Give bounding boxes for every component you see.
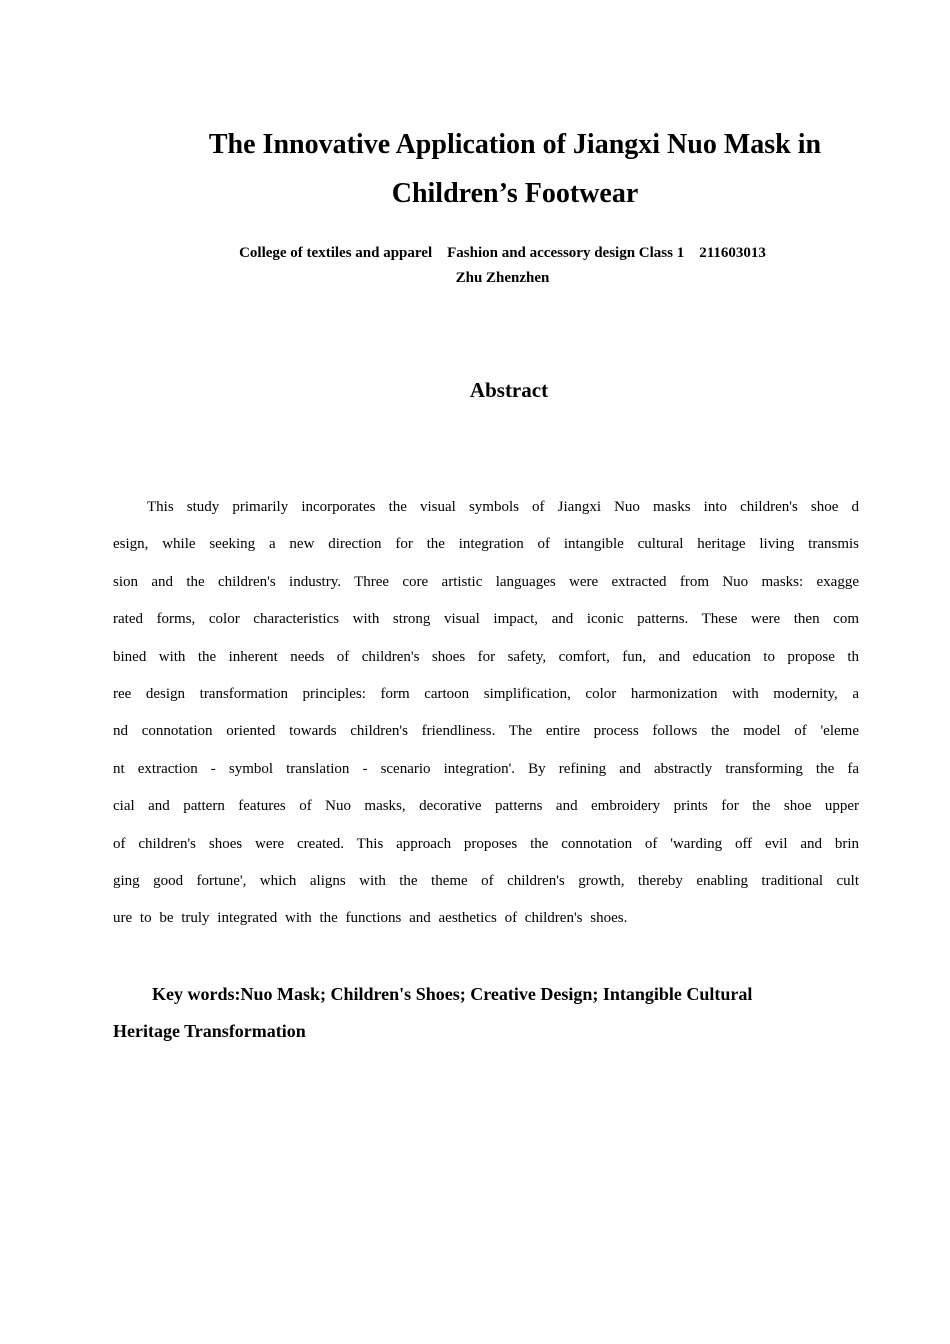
paper-title-line-1: The Innovative Application of Jiangxi Nuo Mask in [208,129,822,160]
paper-title-line-2: Children’s Footwear [391,178,639,209]
abstract-heading: Abstract [469,378,549,402]
abstract-line: of children's shoes were created. This approach proposes the connotation of 'warding off evil and brin [113,835,859,852]
abstract-line: rated forms, color characteristics with strong visual impact, and iconic patterns. These were then com [113,611,859,628]
keywords-line-2: Heritage Transformation [113,1021,306,1041]
abstract-line: nt extraction - symbol translation - scenario integration'. By refining and abstractly transforming the fa [113,760,859,777]
keywords-line-1: Key words:Nuo Mask; Children's Shoes; Creative Design; Intangible Cultural [152,984,753,1004]
paper-title [150,120,880,218]
abstract-line: bined with the inherent needs of children's shoes for safety, comfort, fun, and education to propose th [113,648,859,665]
abstract-line: ging good fortune', which aligns with the theme of children's growth, thereby enabling traditional cult [113,872,859,889]
abstract-body [113,489,859,938]
abstract-line: This study primarily incorporates the visual symbols of Jiangxi Nuo masks into children's shoe d [147,499,859,515]
abstract-line: ure to be truly integrated with the functions and aesthetics of children's shoes. [113,910,628,927]
author-name: Zhu Zhenzhen [455,270,550,286]
abstract-line: cial and pattern features of Nuo masks, decorative patterns and embroidery prints for the shoe upper [113,798,859,815]
abstract-line: sion and the children's industry. Three core artistic languages were extracted from Nuo masks: exagge [113,573,859,590]
keywords [113,976,859,1050]
affiliation-line: College of textiles and apparel Fashion and accessory design Class 1 211603013 [239,245,766,261]
abstract-line: ree design transformation principles: form cartoon simplification, color harmonization with modernity, a [113,685,859,702]
author-affiliation [150,241,855,291]
abstract-line: esign, while seeking a new direction for the integration of intangible cultural heritage living transmis [113,536,859,553]
abstract-line: nd connotation oriented towards children's friendliness. The entire process follows the model of 'eleme [113,723,859,740]
